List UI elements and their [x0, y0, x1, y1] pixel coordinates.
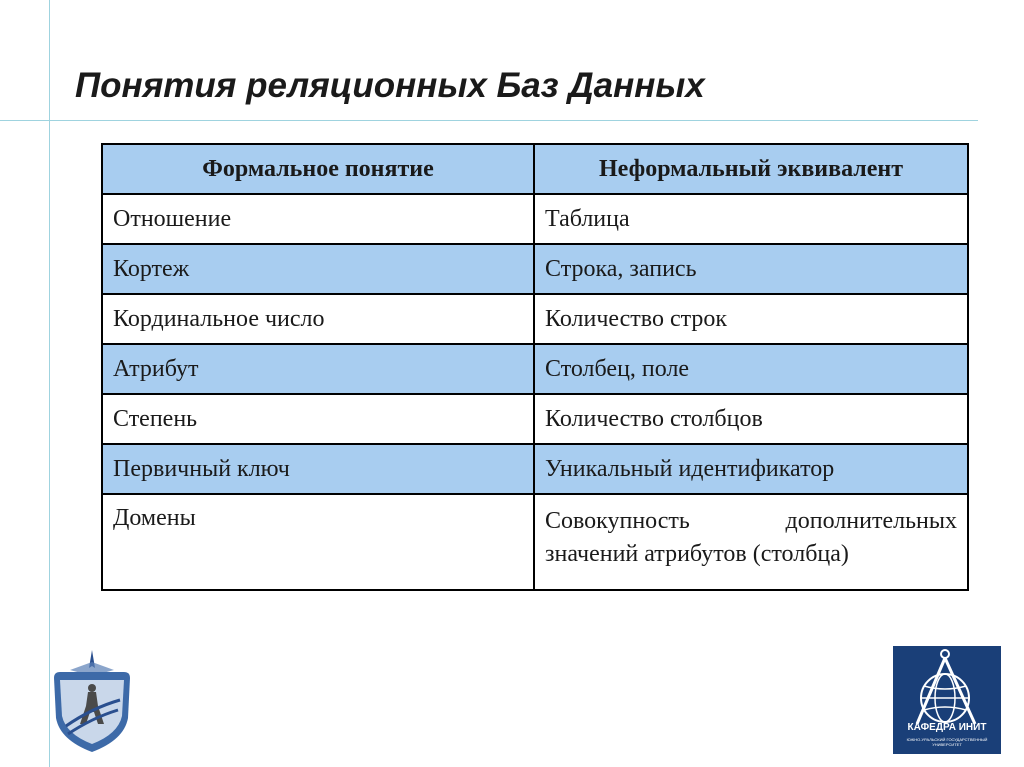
table-row: [102, 194, 968, 244]
formal-term: Атрибут: [102, 344, 534, 394]
horizontal-guide-line: [0, 120, 978, 121]
table-row: [102, 444, 968, 494]
department-logo: [893, 646, 1001, 754]
slide-title: Понятия реляционных Баз Данных: [75, 66, 705, 105]
table-header-row: [102, 144, 968, 194]
formal-term: Кординальное число: [102, 294, 534, 344]
formal-term: Кортеж: [102, 244, 534, 294]
table-row: [102, 344, 968, 394]
university-emblem-icon: [48, 648, 136, 756]
table-row: [102, 394, 968, 444]
formal-term: Домены: [102, 494, 534, 590]
table-row: [102, 294, 968, 344]
university-name: ЮЖНО-УРАЛЬСКИЙ ГОСУДАРСТВЕННЫЙ УНИВЕРСИТЕТ: [906, 737, 988, 747]
terms-table: [101, 143, 969, 591]
informal-term: Уникальный идентификатор: [534, 444, 968, 494]
informal-term: Таблица: [534, 194, 968, 244]
header-formal: Формальное понятие: [102, 144, 534, 194]
formal-term: Первичный ключ: [102, 444, 534, 494]
informal-term: Количество строк: [534, 294, 968, 344]
informal-term: Строка, запись: [534, 244, 968, 294]
informal-term: Количество столбцов: [534, 394, 968, 444]
formal-term: Отношение: [102, 194, 534, 244]
table-row: [102, 244, 968, 294]
department-name: КАФЕДРА ИНИТ: [907, 722, 987, 733]
informal-term: Совокупность дополнительных значений атрибутов (столбца): [534, 494, 968, 590]
informal-term: Столбец, поле: [534, 344, 968, 394]
header-informal: Неформальный эквивалент: [534, 144, 968, 194]
formal-term: Степень: [102, 394, 534, 444]
table-row: [102, 494, 968, 590]
